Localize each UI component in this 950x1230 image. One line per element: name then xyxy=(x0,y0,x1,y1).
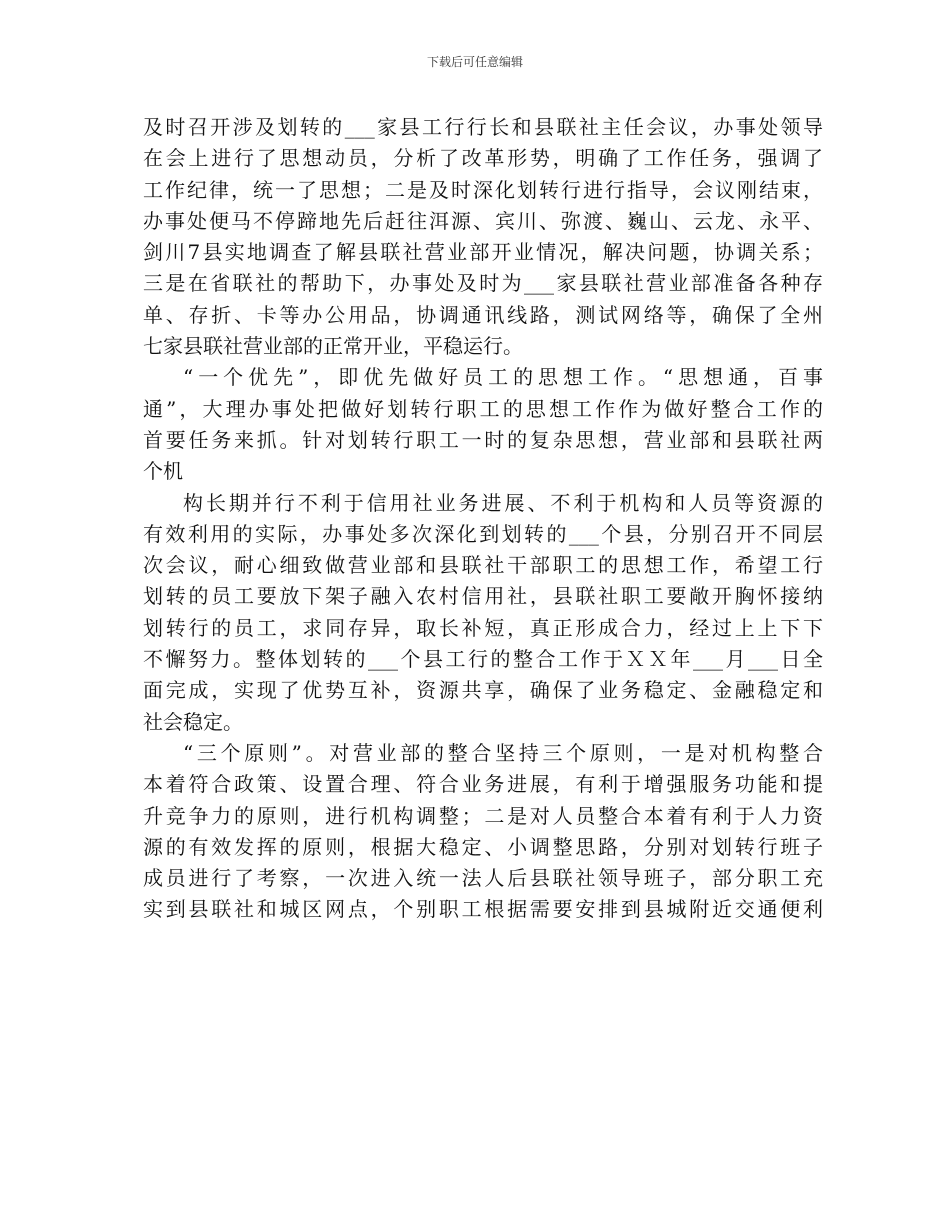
text-line: 成员进行了考察，一次进入统一法人后县联社领导班子，部分职工充 xyxy=(143,866,823,891)
text-line: 首要任务来抓。针对划转行职工一时的复杂思想，营业部和县联社两 xyxy=(143,427,823,452)
text-line: “一个优先”，即优先做好员工的思想工作。“思想通，百事 xyxy=(183,365,823,390)
document-body xyxy=(143,112,823,926)
text-line: 源的有效发挥的原则，根据大稳定、小调整思路，分别对划转行班子 xyxy=(143,834,823,859)
text-line: 不懈努力。整体划转的___个县工行的整合工作于ＸＸ年___月___日全 xyxy=(143,647,823,672)
text-line: 七家县联社营业部的正常开业，平稳运行。 xyxy=(143,334,523,359)
text-line: 本着符合政策、设置合理、符合业务进展，有利于增强服务功能和提 xyxy=(143,772,823,797)
text-line: 剑川7县实地调查了解县联社营业部开业情况，解决问题，协调关系； xyxy=(143,240,823,265)
text-line: 社会稳定。 xyxy=(143,709,243,734)
text-line: 单、存折、卡等办公用品，协调通讯线路，测试网络等，确保了全州 xyxy=(143,302,823,327)
text-line: 三是在省联社的帮助下，办事处及时为___家县联社营业部准备各种存 xyxy=(143,271,823,296)
text-line: 面完成，实现了优势互补，资源共享，确保了业务稳定、金融稳定和 xyxy=(143,678,823,703)
text-line: 次会议，耐心细致做营业部和县联社干部职工的思想工作，希望工行 xyxy=(143,553,823,578)
text-line: 在会上进行了思想动员，分析了改革形势，明确了工作任务，强调了 xyxy=(143,146,823,171)
text-line: 工作纪律，统一了思想；二是及时深化划转行进行指导，会议刚结束， xyxy=(143,177,823,202)
text-line: 构长期并行不利于信用社业务进展、不利于机构和人员等资源的 xyxy=(183,490,823,515)
text-line: 实到县联社和城区网点，个别职工根据需要安排到县城附近交通便利 xyxy=(143,897,823,922)
text-line: 划转行的员工，求同存异，取长补短，真正形成合力，经过上上下下 xyxy=(143,615,823,640)
text-line: 办事处便马不停蹄地先后赶往洱源、宾川、弥渡、巍山、云龙、永平、 xyxy=(143,208,823,233)
text-line: 升竞争力的原则，进行机构调整；二是对人员整合本着有利于人力资 xyxy=(143,803,823,828)
text-line: “三个原则”。对营业部的整合坚持三个原则，一是对机构整合 xyxy=(183,740,823,765)
text-line: 个机 xyxy=(143,459,183,484)
page-header-note: 下载后可任意编辑 xyxy=(426,55,523,69)
text-line: 有效利用的实际，办事处多次深化到划转的___个县，分别召开不同层 xyxy=(143,521,823,546)
text-line: 通”，大理办事处把做好划转行职工的思想工作作为做好整合工作的 xyxy=(143,396,823,421)
text-line: 及时召开涉及划转的___家县工行行长和县联社主任会议，办事处领导 xyxy=(143,115,823,139)
text-line: 划转的员工要放下架子融入农村信用社，县联社职工要敞开胸怀接纳 xyxy=(143,584,823,609)
